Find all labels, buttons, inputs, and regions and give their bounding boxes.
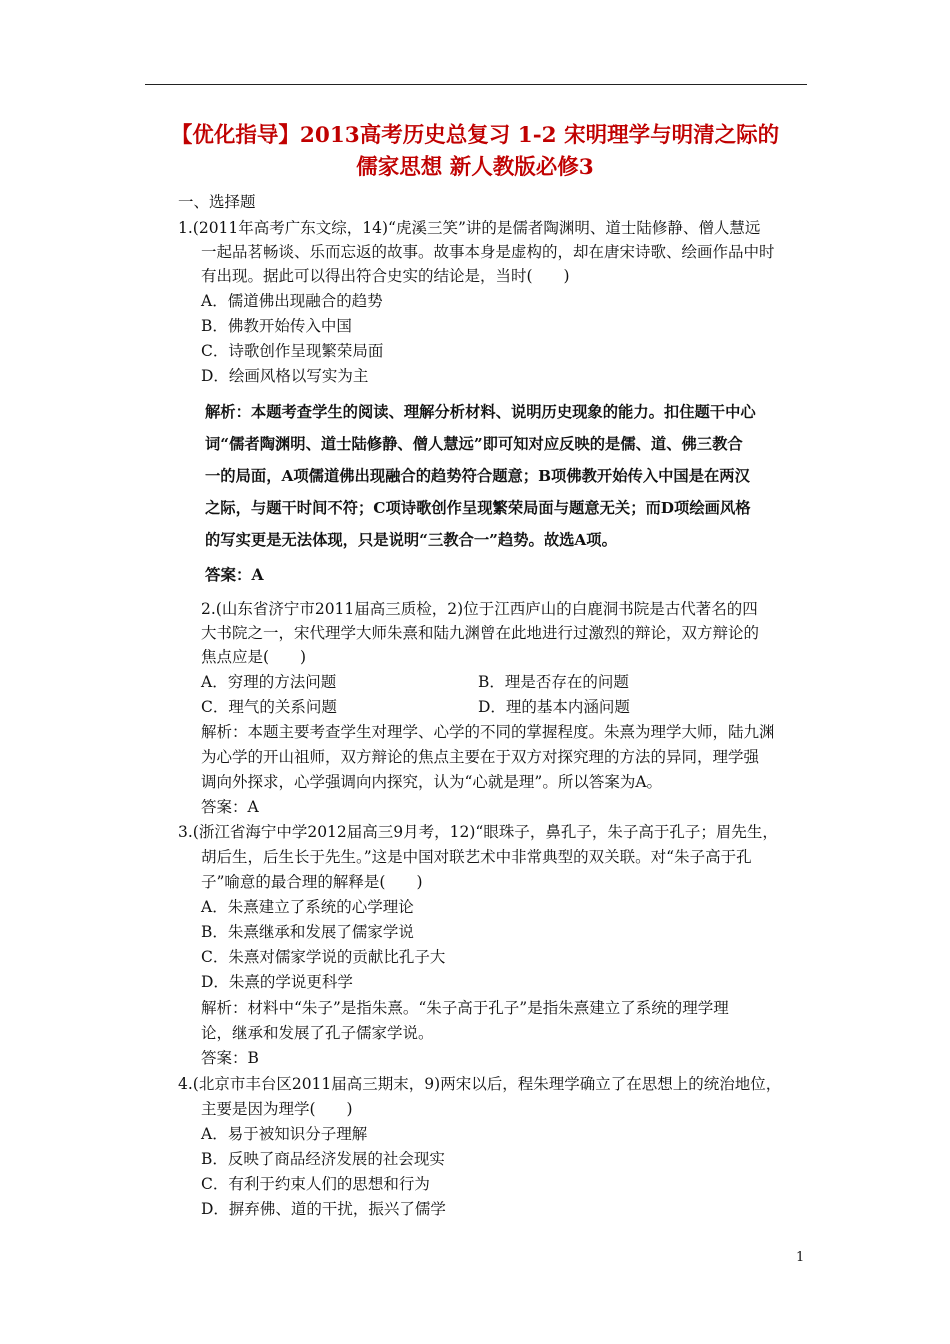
q2-option-d: D．理的基本内涵问题 xyxy=(478,698,630,716)
q1-analysis-line: 解析：本题考查学生的阅读、理解分析材料、说明历史现象的能力。扣住题干中心 xyxy=(205,403,756,421)
q2-analysis-line: 为心学的开山祖师，双方辩论的焦点主要在于双方对探究理的方法的异同，理学强 xyxy=(201,748,760,766)
q1-option-c: C．诗歌创作呈现繁荣局面 xyxy=(201,342,384,360)
document-title xyxy=(120,120,830,184)
q1-option-d: D．绘画风格以写实为主 xyxy=(201,367,369,385)
q4-option-c: C．有利于约束人们的思想和行为 xyxy=(201,1175,430,1193)
q2-analysis-line: 调向外探求，心学强调向内探究，认为“心就是理”。所以答案为A。 xyxy=(201,773,663,791)
q4-option-d: D．摒弃佛、道的干扰，振兴了儒学 xyxy=(201,1200,446,1218)
q3-option-d: D．朱熹的学说更科学 xyxy=(201,973,353,991)
q2-option-c: C．理气的关系问题 xyxy=(201,698,337,716)
q3-stem-line: 子”喻意的最合理的解释是( ) xyxy=(201,873,423,891)
q2-stem-line: 大书院之一，宋代理学大师朱熹和陆九渊曾在此地进行过激烈的辩论，双方辩论的 xyxy=(201,624,760,642)
q2-stem-line: 2.(山东省济宁市2011届高三质检，2)位于江西庐山的白鹿洞书院是古代著名的四 xyxy=(201,600,758,618)
q3-analysis-line: 论，继承和发展了孔子儒家学说。 xyxy=(201,1024,434,1042)
q2-answer: 答案：A xyxy=(201,798,259,816)
q1-analysis-line: 之际，与题干时间不符；C项诗歌创作呈现繁荣局面与题意无关；而D项绘画风格 xyxy=(205,499,751,517)
q1-stem-line: 有出现。据此可以得出符合史实的结论是，当时( ) xyxy=(201,267,570,285)
q3-option-a: A．朱熹建立了系统的心学理论 xyxy=(201,898,414,916)
title-line-1: 【优化指导】2013高考历史总复习 1-2 宋明理学与明清之际的 xyxy=(170,123,780,148)
q1-option-b: B．佛教开始传入中国 xyxy=(201,317,352,335)
q3-analysis-line: 解析：材料中“朱子”是指朱熹。“朱子高于孔子”是指朱熹建立了系统的理学理 xyxy=(201,999,729,1017)
q1-stem-line: 一起品茗畅谈、乐而忘返的故事。故事本身是虚构的，却在唐宋诗歌、绘画作品中时 xyxy=(201,243,775,261)
q1-analysis-line: 的写实更是无法体现，只是说明“三教合一”趋势。故选A项。 xyxy=(205,531,617,549)
q2-stem-line: 焦点应是( ) xyxy=(201,648,307,666)
page-number: 1 xyxy=(796,1250,805,1265)
q4-option-a: A．易于被知识分子理解 xyxy=(201,1125,368,1143)
q2-option-a: A．穷理的方法问题 xyxy=(201,673,337,691)
header-rule xyxy=(145,84,807,85)
q1-answer: 答案：A xyxy=(205,565,264,584)
q2-option-b: B．理是否存在的问题 xyxy=(478,673,629,691)
q3-stem-line: 3.(浙江省海宁中学2012届高三9月考，12)“眼珠子，鼻孔子，朱子高于孔子；眉先生， xyxy=(178,823,778,841)
section-heading: 一、选择题 xyxy=(178,193,256,211)
q4-option-b: B．反映了商品经济发展的社会现实 xyxy=(201,1150,445,1168)
q2-analysis-line: 解析：本题主要考查学生对理学、心学的不同的掌握程度。朱熹为理学大师，陆九渊 xyxy=(201,723,775,741)
q3-answer: 答案：B xyxy=(201,1049,259,1067)
q1-option-a: A．儒道佛出现融合的趋势 xyxy=(201,292,383,310)
q4-stem-line: 4.(北京市丰台区2011届高三期末，9)两宋以后，程朱理学确立了在思想上的统治地位， xyxy=(178,1075,782,1093)
q1-analysis-line: 一的局面，A项儒道佛出现融合的趋势符合题意；B项佛教开始传入中国是在两汉 xyxy=(205,467,750,485)
q3-option-c: C．朱熹对儒家学说的贡献比孔子大 xyxy=(201,948,446,966)
q4-stem-line: 主要是因为理学( ) xyxy=(201,1100,353,1118)
q3-option-b: B．朱熹继承和发展了儒家学说 xyxy=(201,923,414,941)
q1-analysis-line: 词“儒者陶渊明、道士陆修静、僧人慧远”即可知对应反映的是儒、道、佛三教合 xyxy=(205,435,743,453)
q1-stem-line: 1.(2011年高考广东文综，14)“虎溪三笑”讲的是儒者陶渊明、道士陆修静、僧人慧远 xyxy=(178,219,761,237)
q3-stem-line: 胡后生，后生长于先生。”这是中国对联艺术中非常典型的双关联。对“朱子高于孔 xyxy=(201,848,752,866)
title-line-2: 儒家思想 新人教版必修3 xyxy=(356,155,594,180)
